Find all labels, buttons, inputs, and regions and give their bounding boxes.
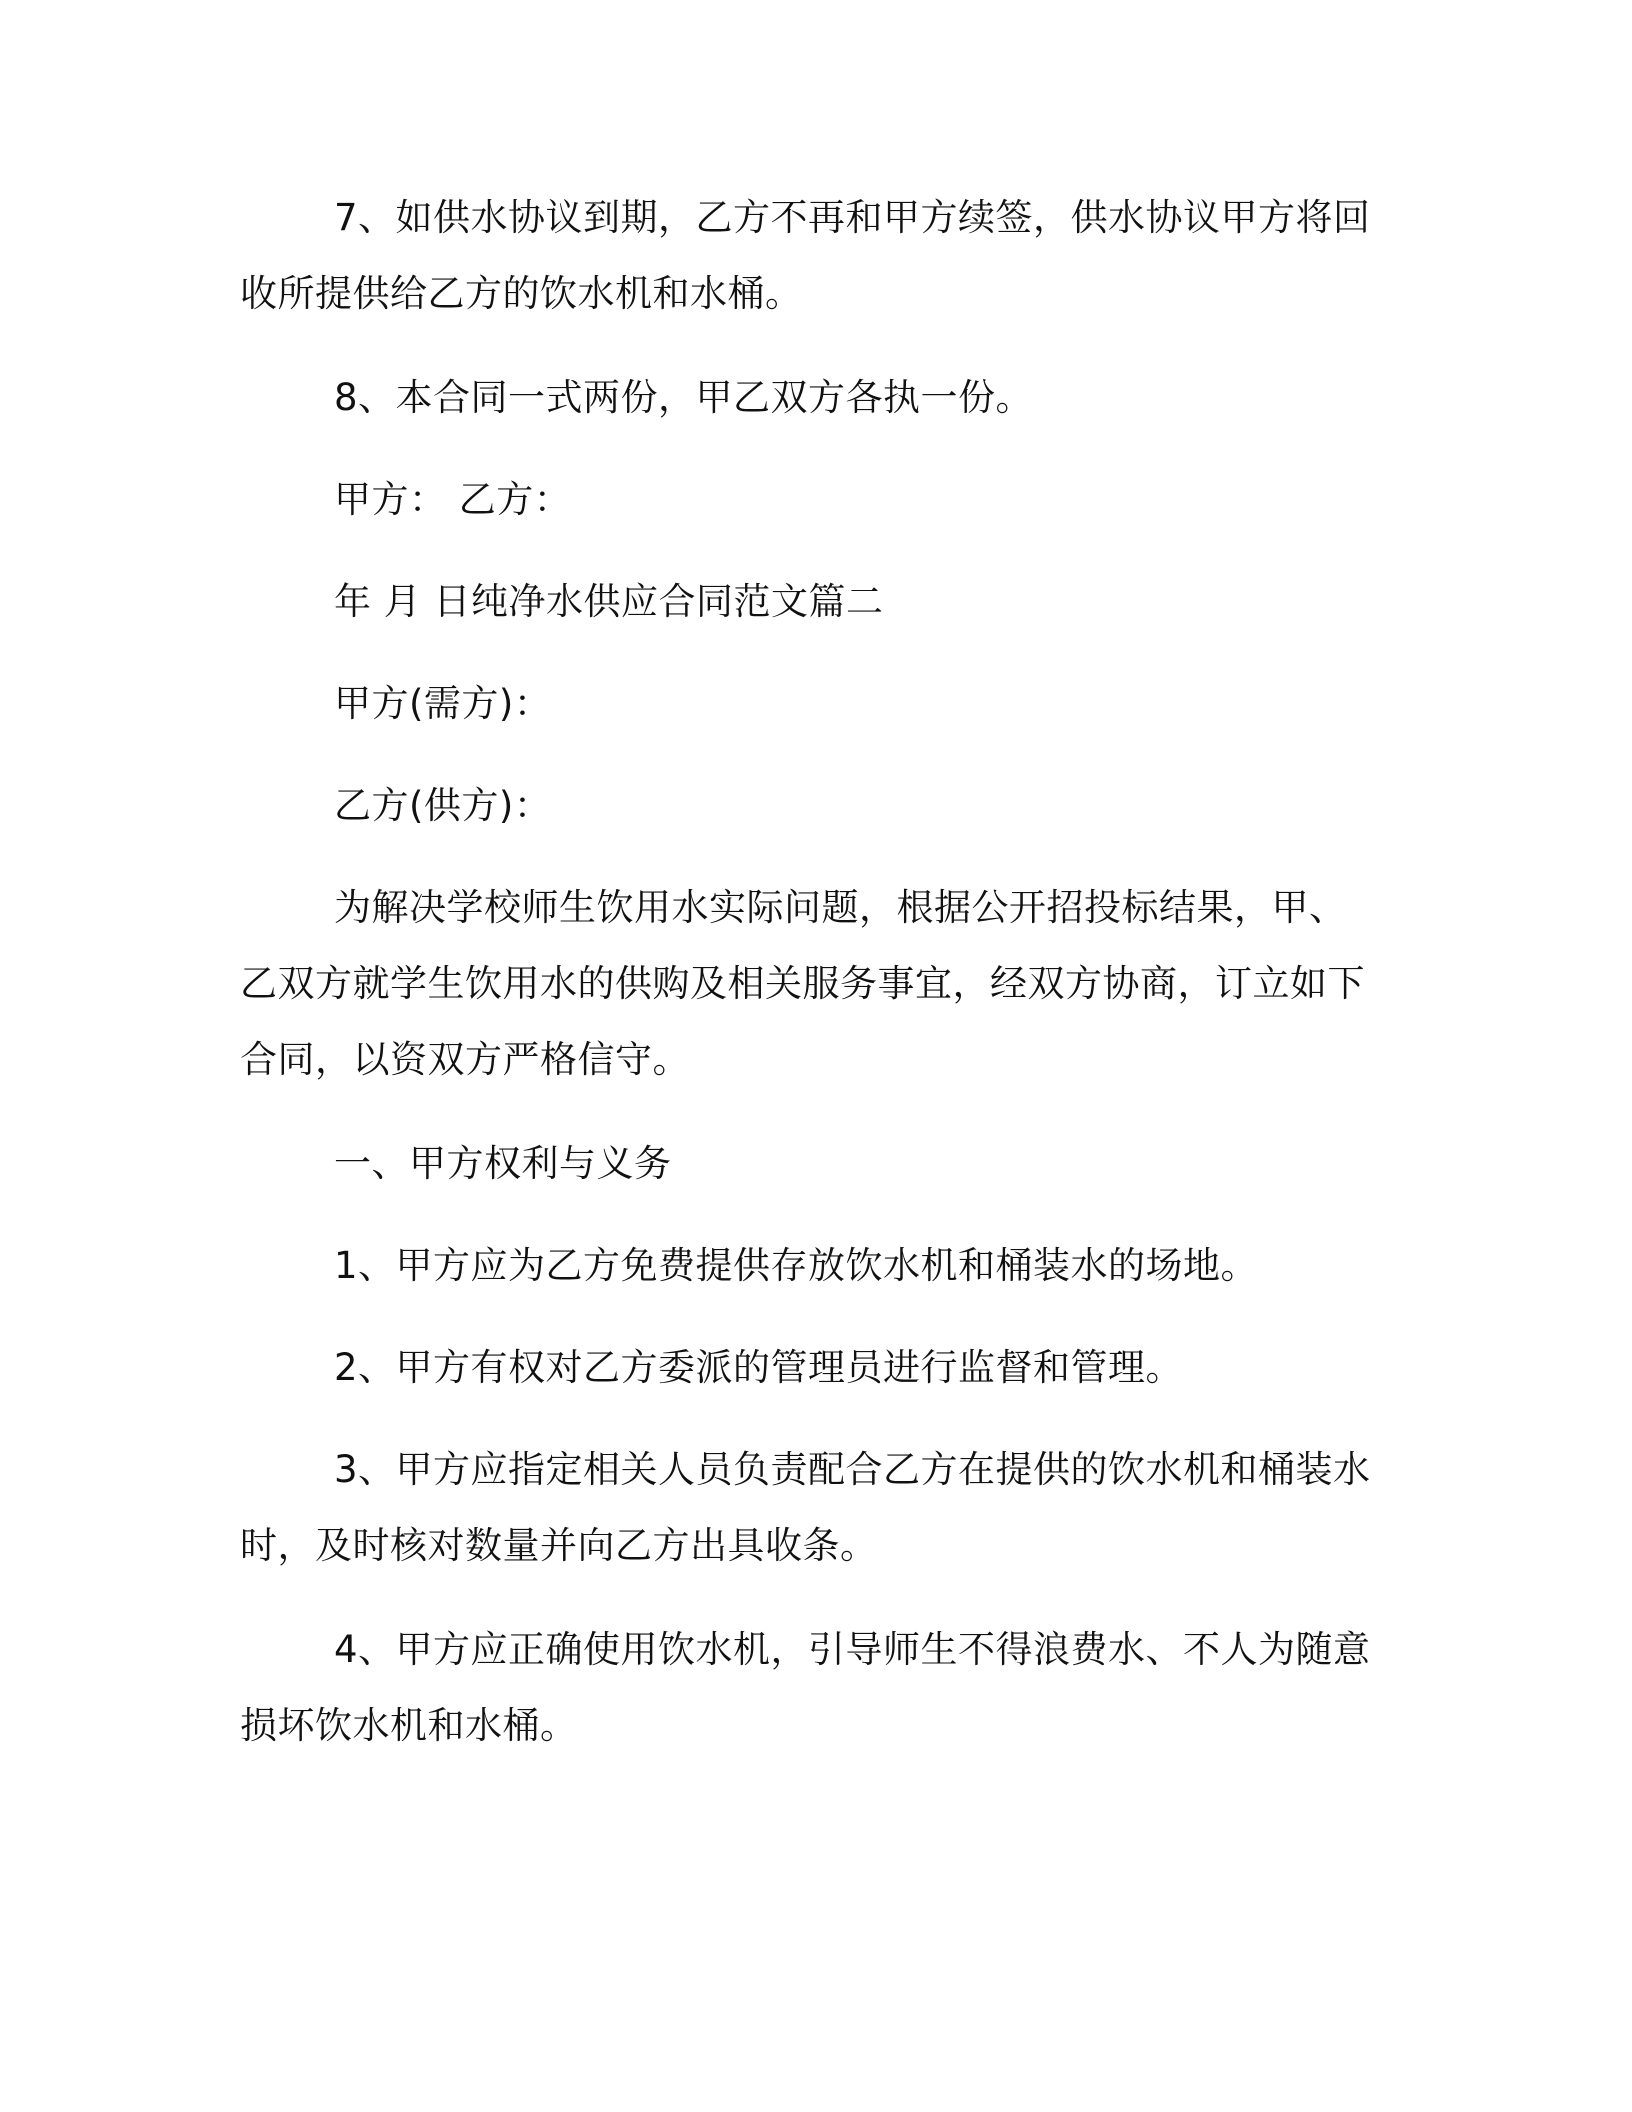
paragraph-clause-8: 8、本合同一式两份，甲乙双方各执一份。 [334, 376, 1034, 419]
paragraph-item-3: 3、甲方应指定相关人员负责配合乙方在提供的饮水机和桶装水时，及时核对数量并向乙方出具收条。 [240, 1448, 1371, 1567]
paragraph-item-1: 1、甲方应为乙方免费提供存放饮水机和桶装水的场地。 [334, 1244, 1259, 1287]
paragraph-item-4: 4、甲方应正确使用饮水机，引导师生不得浪费水、不人为随意损坏饮水机和水桶。 [240, 1628, 1371, 1747]
paragraph-party-b: 乙方(供方)： [334, 784, 552, 827]
paragraph-party-a: 甲方(需方)： [334, 682, 552, 725]
paragraph-date-title: 年 月 日纯净水供应合同范文篇二 [334, 580, 884, 623]
paragraph-item-2: 2、甲方有权对乙方委派的管理员进行监督和管理。 [334, 1346, 1184, 1389]
paragraph-preamble: 为解决学校师生饮用水实际问题，根据公开招投标结果，甲、乙双方就学生饮用水的供购及相关服务事宜，经双方协商，订立如下合同，以资双方严格信守。 [240, 886, 1365, 1081]
section-heading: 一、甲方权利与义务 [334, 1142, 672, 1185]
paragraph-clause-7: 7、如供水协议到期，乙方不再和甲方续签，供水协议甲方将回收所提供给乙方的饮水机和水桶。 [240, 196, 1371, 315]
paragraph-signature-parties: 甲方： 乙方： [334, 478, 572, 521]
